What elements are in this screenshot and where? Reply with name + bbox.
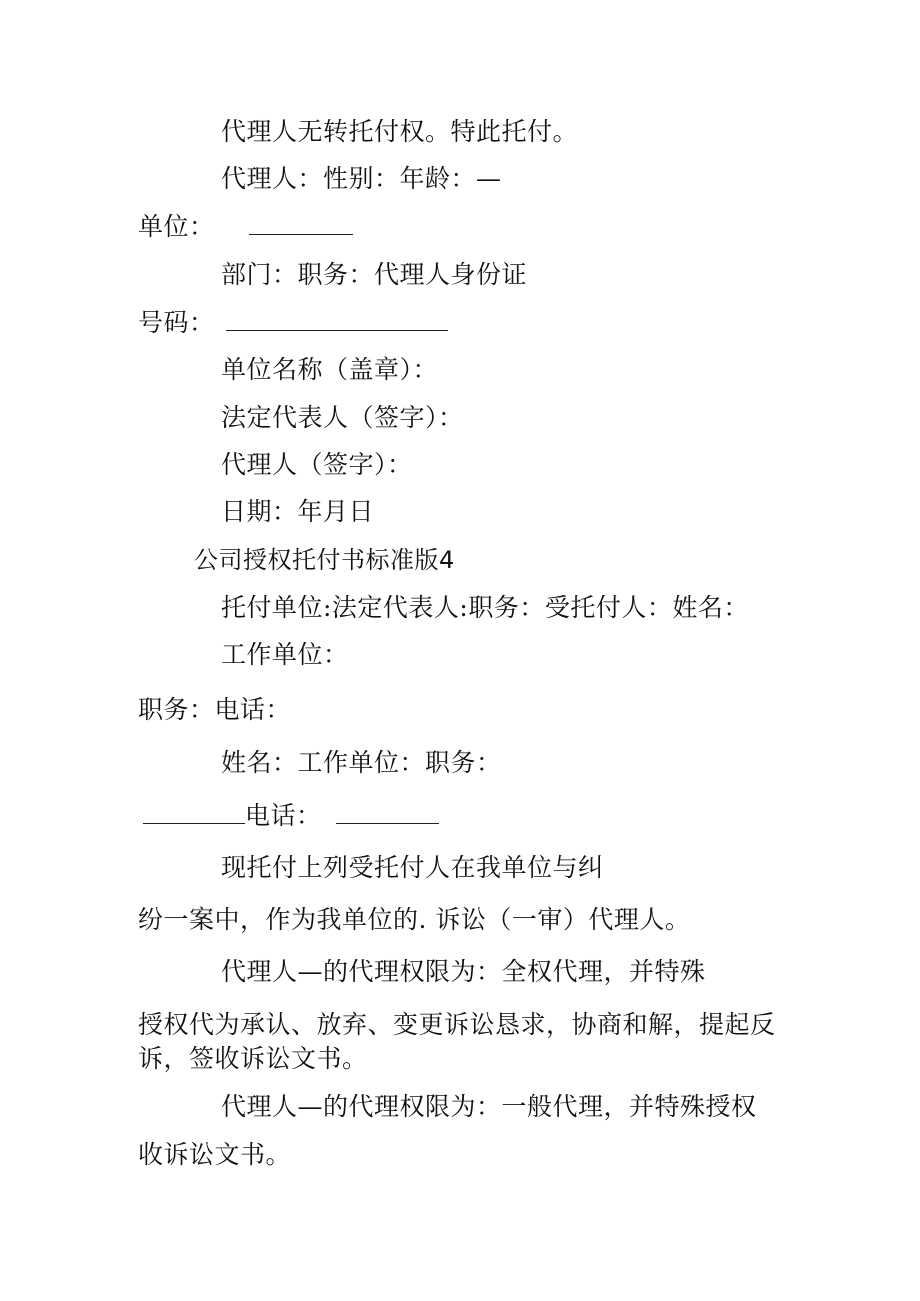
doc-line: 收诉讼文书。 bbox=[138, 1140, 292, 1169]
id-number-label: 号码： bbox=[138, 308, 215, 337]
doc-line: 代理人—的代理权限为：一般代理，并特殊授权 bbox=[221, 1092, 757, 1121]
phone-blank bbox=[336, 803, 439, 824]
name-blank bbox=[143, 803, 245, 824]
doc-line: 代理人（签字）： bbox=[221, 450, 413, 479]
id-number-blank bbox=[226, 310, 448, 331]
doc-line: 托付单位:法定代表人:职务：受托付人：姓名： bbox=[221, 593, 749, 622]
phone-label: 电话： bbox=[245, 801, 322, 830]
unit-label: 单位： bbox=[138, 212, 215, 241]
doc-line: 法定代表人（签字）： bbox=[221, 403, 464, 432]
section-heading: 公司授权托付书标准版4 bbox=[194, 546, 455, 574]
doc-line: 代理人：性别：年龄：— bbox=[221, 164, 502, 193]
doc-line: 部门：职务：代理人身份证 bbox=[221, 260, 528, 289]
doc-line: 授权代为承认、放弃、变更诉讼恳求，协商和解，提起反 bbox=[138, 1010, 776, 1039]
doc-line: 现托付上列受托付人在我单位与纠 bbox=[221, 853, 604, 882]
doc-line: 日期：年月日 bbox=[221, 497, 375, 526]
doc-line: 代理人无转托付权。特此托付。 bbox=[221, 117, 579, 146]
doc-line: 单位名称（盖章）： bbox=[221, 355, 439, 384]
doc-line: 姓名：工作单位：职务： bbox=[221, 748, 502, 777]
unit-blank bbox=[249, 214, 353, 235]
doc-line: 工作单位： bbox=[221, 640, 349, 669]
doc-line: 纷一案中，作为我单位的. 诉讼（一审）代理人。 bbox=[138, 905, 691, 934]
doc-line-id-number bbox=[138, 308, 448, 338]
doc-line: 代理人—的代理权限为：全权代理，并特殊 bbox=[221, 957, 706, 986]
doc-line-unit bbox=[138, 212, 353, 242]
doc-line: 职务：电话： bbox=[138, 695, 292, 724]
doc-line: 诉，签收诉讼文书。 bbox=[138, 1044, 368, 1073]
doc-line-phone bbox=[143, 801, 439, 831]
